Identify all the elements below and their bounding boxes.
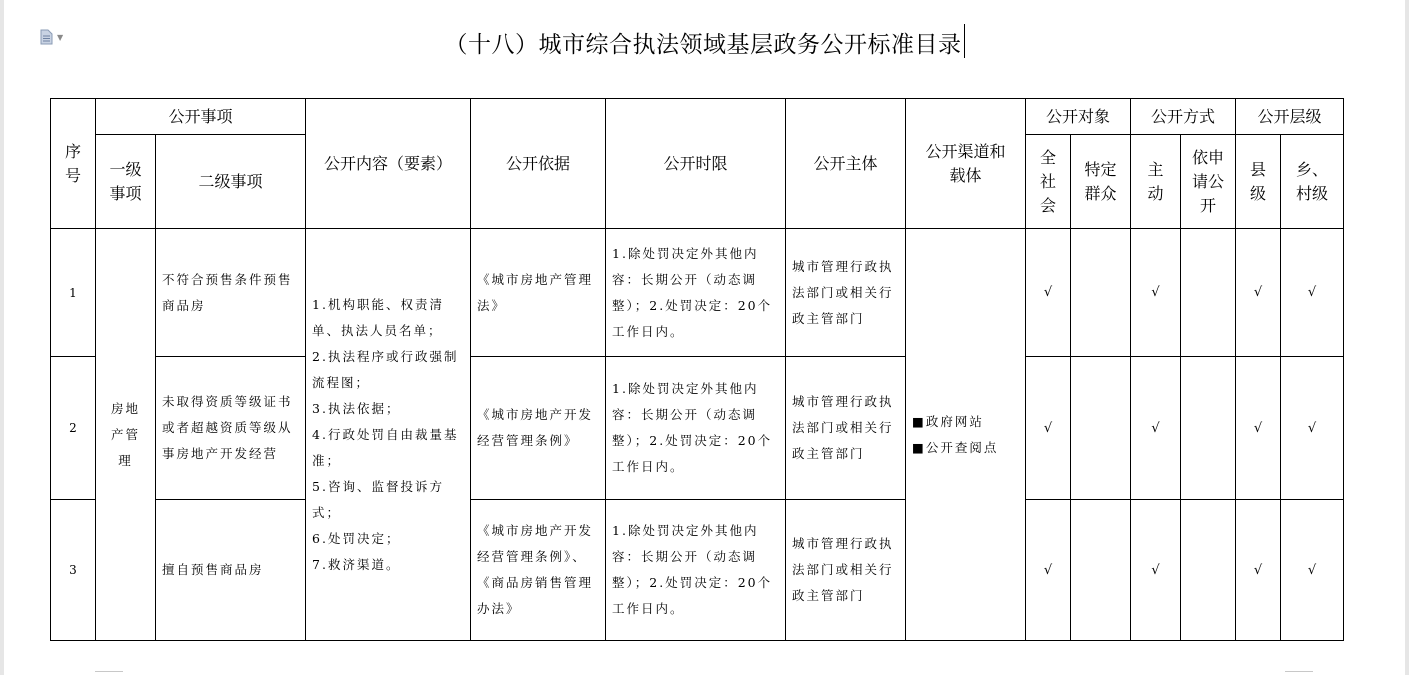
check-method-active: √ bbox=[1131, 229, 1181, 357]
level2-item: 未取得资质等级证书或者超越资质等级从事房地产开发经营 bbox=[156, 357, 306, 500]
channel-item: ■政府网站 bbox=[912, 413, 984, 429]
level2-item: 擅自预售商品房 bbox=[156, 500, 306, 641]
table-row bbox=[51, 500, 1344, 641]
row-seq: 2 bbox=[51, 357, 96, 500]
header-level1: 一级 事项 bbox=[96, 135, 156, 229]
header-level-county: 县 级 bbox=[1236, 135, 1281, 229]
level1-item: 房地 产管 理 bbox=[96, 229, 156, 641]
chevron-down-icon: ▼ bbox=[57, 32, 64, 42]
text-cursor bbox=[964, 24, 965, 58]
check-level-township: √ bbox=[1281, 229, 1344, 357]
check-level-township: √ bbox=[1281, 500, 1344, 641]
basis-cell: 《城市房地产开发经营管理条例》 bbox=[471, 357, 606, 500]
header-content: 公开内容（要素） bbox=[306, 99, 471, 229]
row-seq: 1 bbox=[51, 229, 96, 357]
shared-channel bbox=[906, 229, 1026, 641]
content-item: 1.机构职能、权责清单、执法人员名单； bbox=[312, 296, 444, 338]
header-level-township: 乡、 村级 bbox=[1281, 135, 1344, 229]
header-target-specific: 特定 群众 bbox=[1071, 135, 1131, 229]
check-level-county: √ bbox=[1236, 357, 1281, 500]
page-corner-mark bbox=[95, 671, 123, 672]
check-level-county: √ bbox=[1236, 500, 1281, 641]
check-target-all: √ bbox=[1026, 229, 1071, 357]
header-method: 公开方式 bbox=[1131, 99, 1236, 135]
check-target-all: √ bbox=[1026, 357, 1071, 500]
time-limit-cell: 1.除处罚决定外其他内容：长期公开（动态调整）；2.处罚决定：20个工作日内。 bbox=[606, 357, 786, 500]
subject-cell: 城市管理行政执法部门或相关行政主管部门 bbox=[786, 229, 906, 357]
check-target-all: √ bbox=[1026, 500, 1071, 641]
content-item: 5.咨询、监督投诉方式； bbox=[312, 478, 444, 520]
header-target-all: 全 社 会 bbox=[1026, 135, 1071, 229]
channel-item: ■公开查阅点 bbox=[912, 439, 999, 455]
header-subject: 公开主体 bbox=[786, 99, 906, 229]
table-row bbox=[51, 357, 1344, 500]
subject-cell: 城市管理行政执法部门或相关行政主管部门 bbox=[786, 500, 906, 641]
shared-content bbox=[306, 229, 471, 641]
level2-item: 不符合预售条件预售商品房 bbox=[156, 229, 306, 357]
table-row bbox=[51, 229, 1344, 357]
content-item: 7.救济渠道。 bbox=[312, 556, 401, 572]
content-item: 2.执法程序或行政强制流程图； bbox=[312, 348, 459, 390]
header-level: 公开层级 bbox=[1236, 99, 1344, 135]
header-seq: 序 号 bbox=[51, 99, 96, 229]
basis-cell: 《城市房地产开发经营管理条例》、《商品房销售管理办法》 bbox=[471, 500, 606, 641]
check-method-active: √ bbox=[1131, 357, 1181, 500]
page-title bbox=[0, 24, 1409, 59]
header-method-active: 主 动 bbox=[1131, 135, 1181, 229]
subject-cell: 城市管理行政执法部门或相关行政主管部门 bbox=[786, 357, 906, 500]
check-level-county: √ bbox=[1236, 229, 1281, 357]
page-left-border bbox=[0, 0, 4, 675]
row-seq: 3 bbox=[51, 500, 96, 641]
time-limit-cell: 1.除处罚决定外其他内容：长期公开（动态调整）；2.处罚决定：20个工作日内。 bbox=[606, 500, 786, 641]
empty-target-specific bbox=[1071, 500, 1131, 641]
header-basis: 公开依据 bbox=[471, 99, 606, 229]
content-item: 4.行政处罚自由裁量基准； bbox=[312, 426, 459, 468]
time-limit-cell: 1.除处罚决定外其他内容：长期公开（动态调整）；2.处罚决定：20个工作日内。 bbox=[606, 229, 786, 357]
empty-target-specific bbox=[1071, 357, 1131, 500]
empty-target-specific bbox=[1071, 229, 1131, 357]
title-text: （十八）城市综合执法领域基层政务公开标准目录 bbox=[444, 32, 962, 58]
header-method-request: 依申 请公 开 bbox=[1181, 135, 1236, 229]
content-item: 3.执法依据； bbox=[312, 400, 401, 416]
header-channel: 公开渠道和 载体 bbox=[906, 99, 1026, 229]
header-target: 公开对象 bbox=[1026, 99, 1131, 135]
page-corner-mark bbox=[1285, 671, 1313, 672]
page-right-border bbox=[1405, 0, 1409, 675]
basis-cell: 《城市房地产管理法》 bbox=[471, 229, 606, 357]
empty-method-request bbox=[1181, 229, 1236, 357]
empty-method-request bbox=[1181, 500, 1236, 641]
check-method-active: √ bbox=[1131, 500, 1181, 641]
empty-method-request bbox=[1181, 357, 1236, 500]
header-level2: 二级事项 bbox=[156, 135, 306, 229]
content-item: 6.处罚决定； bbox=[312, 530, 401, 546]
standard-catalog-table bbox=[50, 98, 1344, 641]
header-matters: 公开事项 bbox=[96, 99, 306, 135]
check-level-township: √ bbox=[1281, 357, 1344, 500]
header-time-limit: 公开时限 bbox=[606, 99, 786, 229]
